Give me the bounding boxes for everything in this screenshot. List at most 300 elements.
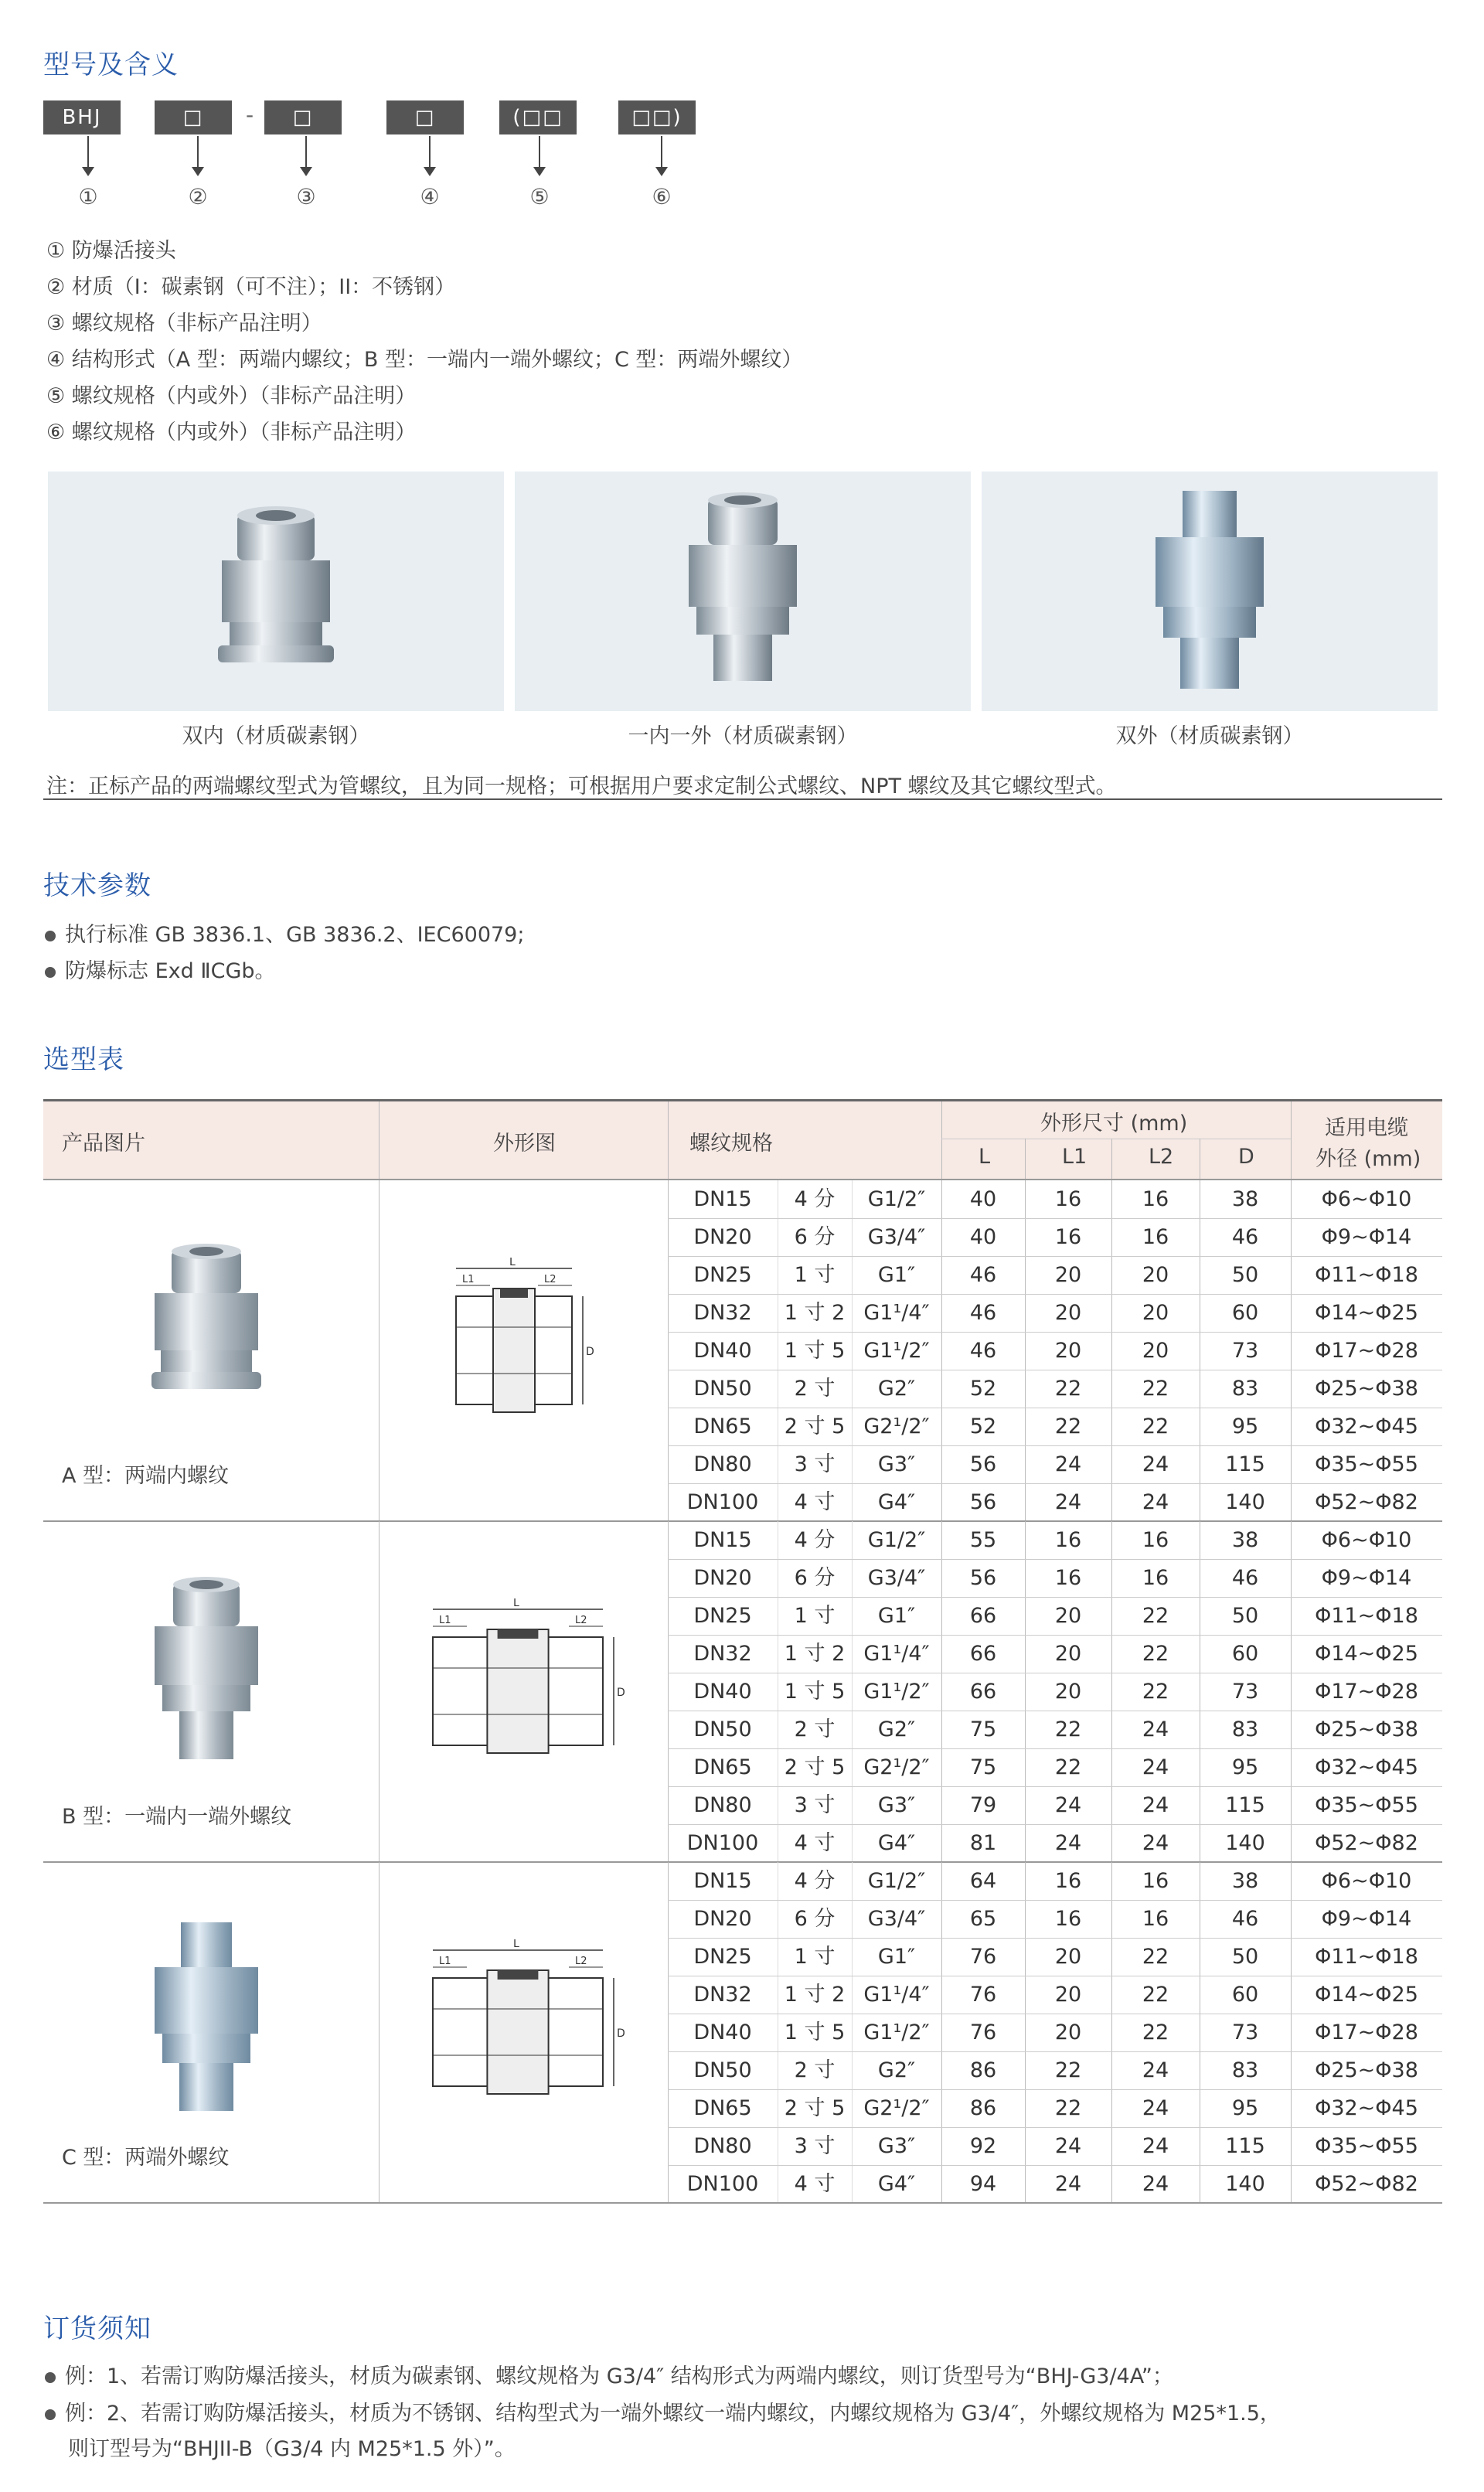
table-cell: 115: [1225, 1452, 1265, 1476]
table-cell: DN50: [693, 2058, 752, 2082]
table-cell: DN25: [693, 1263, 752, 1287]
order-text-1: 例：1、若需订购防爆活接头，材质为碳素钢、螺纹规格为 G3/4″ 结构形式为两端内螺纹，则订货型号为“BHJ-G3/4A”；: [65, 2364, 1173, 2388]
table-cell: 115: [1225, 1793, 1265, 1817]
table-cell: Φ25~Φ38: [1315, 1377, 1418, 1401]
table-cell: 2 寸 5: [784, 1415, 846, 1438]
table-cell: Φ17~Φ28: [1315, 1680, 1418, 1704]
table-cell: 50: [1231, 1604, 1259, 1628]
header-L2: L2: [1149, 1145, 1174, 1169]
table-cell: DN40: [693, 1339, 752, 1363]
header-L: L: [979, 1145, 991, 1169]
table-cell: DN65: [693, 2096, 752, 2120]
bullet-icon: [45, 967, 56, 978]
table-cell: DN15: [693, 1187, 752, 1211]
photo-caption-3: 双外（材质碳素钢）: [1115, 724, 1304, 748]
order-example-2: [45, 2396, 1281, 2426]
table-cell: 22: [1142, 1945, 1169, 1969]
table-cell: DN15: [693, 1528, 752, 1552]
table-cell: 46: [969, 1339, 997, 1363]
table-cell: 60: [1231, 1642, 1259, 1666]
table-cell: 20: [1054, 2020, 1082, 2044]
table-cell: 60: [1231, 1301, 1259, 1325]
table-cell: G3″: [877, 1793, 916, 1817]
table-cell: G1¹/4″: [863, 1983, 930, 2007]
table-cell: DN40: [693, 1680, 752, 1704]
table-cell: Φ11~Φ18: [1315, 1604, 1418, 1628]
table-cell: 22: [1142, 1680, 1169, 1704]
table-cell: 56: [969, 1452, 997, 1476]
order-text-2: 例：2、若需订购防爆活接头，材质为不锈钢、结构型式为一端外螺纹一端内螺纹，内螺纹规格为 G3/4″，外螺纹规格为 M25*1.5，: [65, 2402, 1281, 2426]
table-cell: 1 寸 2: [784, 1301, 846, 1325]
table-cell: 24: [1142, 1831, 1169, 1855]
table-cell: Φ25~Φ38: [1315, 2058, 1418, 2082]
table-cell: 16: [1054, 1869, 1082, 1893]
order-example-1: [45, 2359, 1173, 2389]
table-cell: 55: [969, 1528, 997, 1552]
table-cell: 81: [969, 1831, 997, 1855]
code-box-4: □: [386, 100, 464, 134]
table-cell: G3″: [877, 1452, 916, 1476]
table-cell: 3 寸: [794, 1452, 836, 1476]
table-cell: DN80: [693, 1793, 752, 1817]
table-cell: 52: [969, 1415, 997, 1438]
table-cell: 75: [969, 1755, 997, 1779]
table-cell: 2 寸 5: [784, 1755, 846, 1779]
table-cell: Φ32~Φ45: [1315, 2096, 1418, 2120]
product-photo-internal-external: [515, 472, 971, 711]
section-title-model: 型号及含义: [43, 49, 179, 80]
table-cell: 22: [1142, 1377, 1169, 1401]
table-cell: Φ6~Φ10: [1321, 1187, 1412, 1211]
divider: [43, 798, 1442, 800]
meaning-1: ① 防爆活接头: [46, 239, 176, 263]
table-cell: G1¹/2″: [863, 1339, 930, 1363]
code-box-5: (□□: [499, 100, 577, 134]
code-box-2: □: [155, 100, 232, 134]
table-cell: 24: [1142, 2058, 1169, 2082]
table-cell: 73: [1231, 2020, 1259, 2044]
table-cell: 22: [1142, 1415, 1169, 1438]
bullet-icon: [45, 931, 56, 941]
table-cell: DN40: [693, 2020, 752, 2044]
table-cell: DN20: [693, 1566, 752, 1590]
product-photo: [133, 1575, 280, 1776]
svg-text:D: D: [617, 2027, 625, 2040]
table-cell: 24: [1142, 2172, 1169, 2196]
arrow-6: [661, 136, 662, 173]
table-cell: 46: [1231, 1907, 1259, 1931]
table-cell: DN50: [693, 1718, 752, 1741]
table-cell: 4 寸: [794, 2172, 836, 2196]
table-cell: Φ52~Φ82: [1315, 1490, 1418, 1514]
tech-text-1: 执行标准 GB 3836.1、GB 3836.2、IEC60079;: [65, 923, 525, 947]
product-photo-double-internal: [48, 472, 504, 711]
table-cell: 24: [1142, 2096, 1169, 2120]
table-cell: 20: [1054, 1604, 1082, 1628]
table-cell: 83: [1231, 2058, 1259, 2082]
table-cell: 2 寸: [794, 2058, 836, 2082]
table-cell: G2¹/2″: [863, 1415, 930, 1438]
table-cell: Φ9~Φ14: [1321, 1225, 1412, 1249]
meaning-4: ④ 结构形式（A 型：两端内螺纹；B 型：一端内一端外螺纹；C 型：两端外螺纹）: [46, 348, 803, 372]
table-cell: DN32: [693, 1983, 752, 2007]
table-cell: 60: [1231, 1983, 1259, 2007]
table-cell: 38: [1231, 1528, 1259, 1552]
table-cell: Φ17~Φ28: [1315, 2020, 1418, 2044]
table-cell: 73: [1231, 1680, 1259, 1704]
product-type-label: C 型：两端外螺纹: [62, 2146, 230, 2170]
table-cell: DN65: [693, 1415, 752, 1438]
tech-text-2: 防爆标志 Exd ⅡCGb。: [65, 959, 276, 983]
meaning-5: ⑤ 螺纹规格（内或外）（非标产品注明）: [46, 384, 417, 408]
outline-drawing: [425, 1258, 626, 1428]
standard-note: 注：正标产品的两端螺纹型式为管螺纹，且为同一规格；可根据用户要求定制公式螺纹、NPT 螺纹及其它螺纹型式。: [46, 774, 1117, 798]
product-type-label: B 型：一端内一端外螺纹: [62, 1805, 292, 1829]
table-cell: G2″: [877, 2058, 916, 2082]
table-cell: Φ35~Φ55: [1315, 1793, 1418, 1817]
table-cell: 86: [969, 2058, 997, 2082]
table-cell: G1″: [877, 1604, 916, 1628]
table-cell: 1 寸: [794, 1263, 836, 1287]
table-cell: 1 寸 5: [784, 2020, 846, 2044]
arrow-1: [87, 136, 89, 173]
svg-text:L1: L1: [439, 1956, 451, 1967]
table-cell: Φ52~Φ82: [1315, 2172, 1418, 2196]
table-cell: 20: [1054, 1263, 1082, 1287]
table-cell: 46: [1231, 1566, 1259, 1590]
photo-caption-1: 双内（材质碳素钢）: [182, 724, 370, 748]
table-cell: 6 分: [794, 1225, 836, 1249]
table-cell: G1″: [877, 1263, 916, 1287]
bullet-icon: [45, 2372, 56, 2383]
table-cell: Φ9~Φ14: [1321, 1907, 1412, 1931]
table-cell: G2¹/2″: [863, 1755, 930, 1779]
table-cell: 20: [1054, 1642, 1082, 1666]
table-cell: G1¹/4″: [863, 1301, 930, 1325]
outline-drawing: [425, 1939, 626, 2109]
table-cell: 38: [1231, 1187, 1259, 1211]
table-cell: 1 寸 5: [784, 1680, 846, 1704]
header-thread: 螺纹规格: [689, 1132, 773, 1156]
table-cell: 22: [1054, 1755, 1082, 1779]
table-cell: G1¹/2″: [863, 2020, 930, 2044]
table-cell: G1/2″: [867, 1869, 926, 1893]
table-cell: 22: [1142, 1604, 1169, 1628]
table-cell: 24: [1054, 2134, 1082, 2158]
table-cell: 83: [1231, 1718, 1259, 1741]
meaning-2: ② 材质（I：碳素钢（可不注）；II：不锈钢）: [46, 275, 456, 299]
svg-text:L1: L1: [462, 1274, 475, 1285]
table-cell: 24: [1142, 1793, 1169, 1817]
table-cell: 1 寸: [794, 1604, 836, 1628]
table-cell: 40: [969, 1225, 997, 1249]
code-box-3: □: [264, 100, 342, 134]
table-cell: 16: [1142, 1869, 1169, 1893]
table-cell: 1 寸 2: [784, 1983, 846, 2007]
table-cell: 46: [1231, 1225, 1259, 1249]
table-cell: 50: [1231, 1945, 1259, 1969]
table-cell: DN15: [693, 1869, 752, 1893]
table-cell: 56: [969, 1566, 997, 1590]
table-cell: 66: [969, 1642, 997, 1666]
table-cell: G2″: [877, 1718, 916, 1741]
table-header: [43, 1099, 1442, 1180]
table-cell: 92: [969, 2134, 997, 2158]
table-cell: 76: [969, 1945, 997, 1969]
code-num-2: ②: [188, 184, 208, 209]
table-cell: 95: [1231, 2096, 1259, 2120]
table-cell: 1 寸: [794, 1945, 836, 1969]
table-cell: 140: [1225, 1490, 1265, 1514]
table-cell: 6 分: [794, 1566, 836, 1590]
svg-text:L2: L2: [544, 1274, 556, 1285]
table-cell: 22: [1054, 1377, 1082, 1401]
table-cell: 76: [969, 2020, 997, 2044]
table-cell: 24: [1142, 1490, 1169, 1514]
table-cell: 2 寸: [794, 1718, 836, 1741]
table-cell: 56: [969, 1490, 997, 1514]
table-cell: DN32: [693, 1301, 752, 1325]
outline-drawing: [425, 1598, 626, 1769]
table-cell: 22: [1054, 2096, 1082, 2120]
table-cell: 16: [1054, 1225, 1082, 1249]
table-cell: G1″: [877, 1945, 916, 1969]
table-cell: DN32: [693, 1642, 752, 1666]
code-num-3: ③: [296, 184, 316, 209]
table-cell: DN50: [693, 1377, 752, 1401]
table-cell: 20: [1142, 1301, 1169, 1325]
table-cell: 66: [969, 1604, 997, 1628]
table-cell: G4″: [877, 2172, 916, 2196]
table-cell: 16: [1142, 1907, 1169, 1931]
table-cell: 4 寸: [794, 1490, 836, 1514]
tech-item-2: [45, 954, 276, 984]
table-cell: 16: [1142, 1566, 1169, 1590]
table-cell: 20: [1054, 1983, 1082, 2007]
svg-text:L: L: [509, 1258, 516, 1268]
tech-item-1: [45, 917, 524, 948]
table-cell: 20: [1054, 1945, 1082, 1969]
header-L1: L1: [1062, 1145, 1087, 1169]
table-cell: 4 分: [794, 1187, 836, 1211]
table-cell: 16: [1054, 1566, 1082, 1590]
header-photo: 产品图片: [62, 1132, 145, 1156]
table-cell: Φ9~Φ14: [1321, 1566, 1412, 1590]
table-cell: G3/4″: [867, 1225, 926, 1249]
table-cell: 94: [969, 2172, 997, 2196]
table-cell: 16: [1054, 1907, 1082, 1931]
table-cell: Φ14~Φ25: [1315, 1983, 1418, 2007]
table-cell: 16: [1054, 1187, 1082, 1211]
arrow-3: [305, 136, 307, 173]
table-cell: 20: [1142, 1339, 1169, 1363]
table-cell: 40: [969, 1187, 997, 1211]
table-cell: G3/4″: [867, 1566, 926, 1590]
table-cell: 20: [1054, 1680, 1082, 1704]
header-outline: 外形图: [493, 1132, 556, 1156]
table-cell: Φ11~Φ18: [1315, 1263, 1418, 1287]
table-cell: 4 分: [794, 1528, 836, 1552]
code-num-5: ⑤: [529, 184, 550, 209]
code-dash: -: [246, 102, 254, 128]
table-cell: DN100: [686, 1831, 759, 1855]
table-cell: 4 寸: [794, 1831, 836, 1855]
table-cell: DN100: [686, 2172, 759, 2196]
table-body: [43, 1180, 1442, 2203]
table-cell: DN25: [693, 1604, 752, 1628]
bullet-icon: [45, 2409, 56, 2420]
table-cell: 76: [969, 1983, 997, 2007]
table-cell: Φ32~Φ45: [1315, 1415, 1418, 1438]
table-cell: 22: [1054, 1415, 1082, 1438]
code-box-1: BHJ: [43, 100, 121, 134]
table-cell: G4″: [877, 1831, 916, 1855]
table-cell: 50: [1231, 1263, 1259, 1287]
table-cell: 20: [1054, 1301, 1082, 1325]
table-cell: Φ11~Φ18: [1315, 1945, 1418, 1969]
table-cell: 79: [969, 1793, 997, 1817]
table-cell: 83: [1231, 1377, 1259, 1401]
product-photo-double-external: [982, 472, 1438, 711]
table-cell: 24: [1054, 2172, 1082, 2196]
table-cell: 16: [1142, 1187, 1169, 1211]
table-cell: 24: [1054, 1831, 1082, 1855]
table-cell: Φ35~Φ55: [1315, 2134, 1418, 2158]
table-cell: 24: [1142, 1452, 1169, 1476]
table-cell: 24: [1142, 1718, 1169, 1741]
table-cell: 1 寸 5: [784, 1339, 846, 1363]
table-cell: 2 寸: [794, 1377, 836, 1401]
table-cell: G1¹/2″: [863, 1680, 930, 1704]
table-cell: 22: [1054, 2058, 1082, 2082]
arrow-2: [197, 136, 199, 173]
table-cell: DN80: [693, 2134, 752, 2158]
table-cell: Φ14~Φ25: [1315, 1301, 1418, 1325]
table-cell: 22: [1142, 2020, 1169, 2044]
table-cell: 20: [1142, 1263, 1169, 1287]
table-cell: G4″: [877, 1490, 916, 1514]
table-cell: 140: [1225, 2172, 1265, 2196]
table-cell: 95: [1231, 1755, 1259, 1779]
svg-text:L: L: [513, 1939, 519, 1950]
product-type-label: A 型：两端内螺纹: [62, 1464, 230, 1488]
header-dims: 外形尺寸 (mm): [1040, 1112, 1188, 1135]
table-cell: 140: [1225, 1831, 1265, 1855]
table-cell: 22: [1142, 1983, 1169, 2007]
table-cell: DN20: [693, 1225, 752, 1249]
table-cell: 1 寸 2: [784, 1642, 846, 1666]
code-box-6: □□): [618, 100, 696, 134]
table-cell: G1¹/4″: [863, 1642, 930, 1666]
table-cell: 65: [969, 1907, 997, 1931]
table-cell: G1/2″: [867, 1187, 926, 1211]
svg-text:D: D: [586, 1346, 594, 1358]
table-cell: G3/4″: [867, 1907, 926, 1931]
header-D: D: [1238, 1145, 1254, 1169]
order-example-2-cont: 则订型号为“BHJII-B（G3/4 内 M25*1.5 外）”。: [68, 2437, 516, 2461]
table-cell: 20: [1054, 1339, 1082, 1363]
table-cell: 75: [969, 1718, 997, 1741]
table-cell: DN100: [686, 1490, 759, 1514]
header-cable-2: 外径 (mm): [1316, 1147, 1421, 1171]
table-cell: 24: [1142, 2134, 1169, 2158]
table-cell: 4 分: [794, 1869, 836, 1893]
table-cell: 46: [969, 1263, 997, 1287]
table-cell: 22: [1054, 1718, 1082, 1741]
meaning-6: ⑥ 螺纹规格（内或外）（非标产品注明）: [46, 420, 417, 444]
code-num-6: ⑥: [652, 184, 672, 209]
table-cell: 24: [1054, 1490, 1082, 1514]
table-cell: 24: [1054, 1452, 1082, 1476]
svg-text:L2: L2: [575, 1615, 587, 1626]
table-cell: 73: [1231, 1339, 1259, 1363]
table-cell: G1/2″: [867, 1528, 926, 1552]
code-num-1: ①: [78, 184, 98, 209]
table-cell: 38: [1231, 1869, 1259, 1893]
table-cell: 3 寸: [794, 1793, 836, 1817]
svg-text:D: D: [617, 1687, 625, 1699]
table-cell: G3″: [877, 2134, 916, 2158]
table-cell: 66: [969, 1680, 997, 1704]
table-cell: 24: [1054, 1793, 1082, 1817]
table-cell: Φ17~Φ28: [1315, 1339, 1418, 1363]
table-cell: Φ25~Φ38: [1315, 1718, 1418, 1741]
selection-table: [43, 1099, 1442, 2203]
svg-text:L1: L1: [439, 1615, 451, 1626]
table-cell: 16: [1142, 1225, 1169, 1249]
table-cell: DN65: [693, 1755, 752, 1779]
table-cell: Φ14~Φ25: [1315, 1642, 1418, 1666]
table-cell: 6 分: [794, 1907, 836, 1931]
table-cell: 22: [1142, 1642, 1169, 1666]
table-cell: 95: [1231, 1415, 1259, 1438]
section-title-select: 选型表: [43, 1044, 124, 1075]
table-cell: 86: [969, 2096, 997, 2120]
svg-text:L2: L2: [575, 1956, 587, 1967]
section-title-tech: 技术参数: [43, 870, 151, 901]
table-cell: 2 寸 5: [784, 2096, 846, 2120]
table-cell: Φ32~Φ45: [1315, 1755, 1418, 1779]
table-cell: DN25: [693, 1945, 752, 1969]
product-photo: [133, 1234, 280, 1435]
table-cell: Φ35~Φ55: [1315, 1452, 1418, 1476]
table-cell: DN20: [693, 1907, 752, 1931]
section-title-order: 订货须知: [43, 2313, 151, 2344]
table-cell: Φ52~Φ82: [1315, 1831, 1418, 1855]
table-cell: 115: [1225, 2134, 1265, 2158]
arrow-4: [429, 136, 431, 173]
table-cell: Φ6~Φ10: [1321, 1528, 1412, 1552]
table-cell: 16: [1142, 1528, 1169, 1552]
product-photo: [133, 1916, 280, 2117]
table-cell: 64: [969, 1869, 997, 1893]
photo-caption-2: 一内一外（材质碳素钢）: [628, 724, 858, 748]
table-cell: 52: [969, 1377, 997, 1401]
table-cell: 3 寸: [794, 2134, 836, 2158]
table-cell: G2¹/2″: [863, 2096, 930, 2120]
table-cell: Φ6~Φ10: [1321, 1869, 1412, 1893]
svg-text:L: L: [513, 1598, 519, 1609]
table-cell: 46: [969, 1301, 997, 1325]
table-cell: DN80: [693, 1452, 752, 1476]
code-num-4: ④: [420, 184, 440, 209]
header-cable-1: 适用电缆: [1325, 1116, 1408, 1140]
table-cell: 16: [1054, 1528, 1082, 1552]
arrow-5: [539, 136, 540, 173]
meaning-3: ③ 螺纹规格（非标产品注明）: [46, 312, 322, 335]
table-cell: G2″: [877, 1377, 916, 1401]
table-cell: 24: [1142, 1755, 1169, 1779]
